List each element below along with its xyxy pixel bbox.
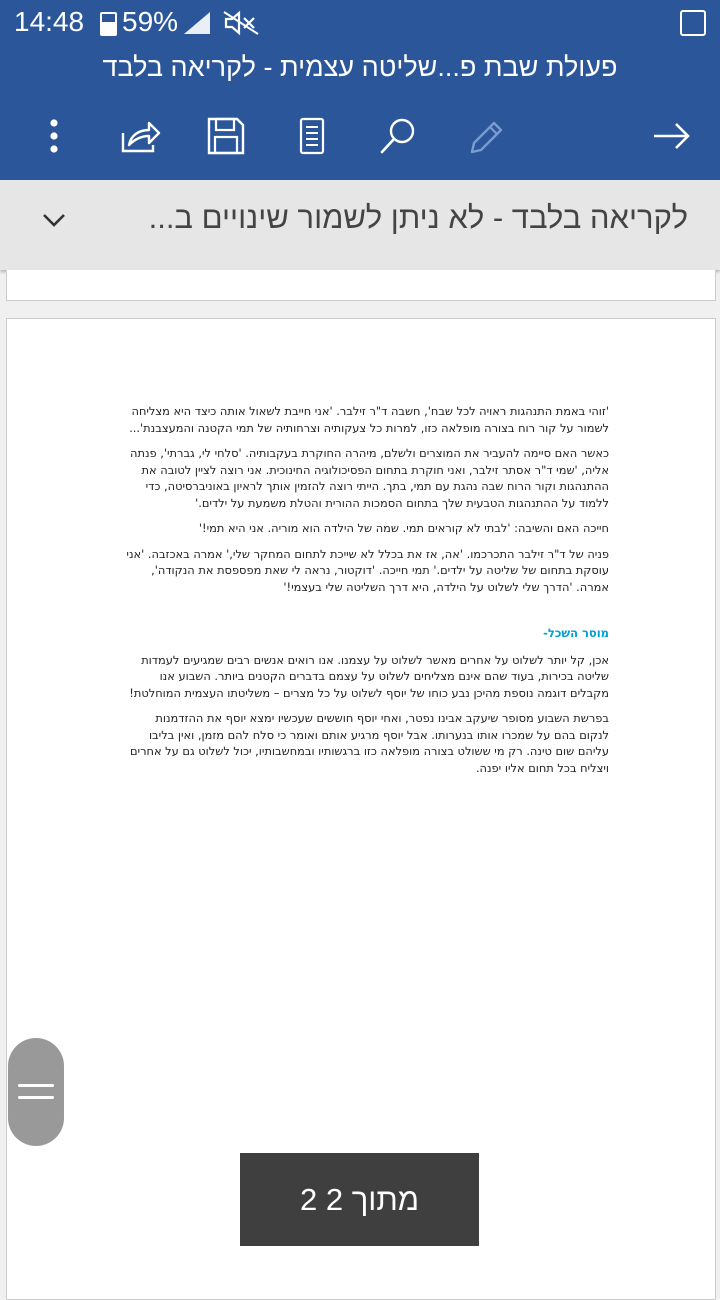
battery-icon (100, 12, 117, 36)
read-only-message: לקריאה בלבד - לא ניתן לשמור שינויים ב... (148, 200, 688, 235)
page-indicator-label: מתוך 2 2 (299, 1181, 420, 1217)
more-options-icon (49, 119, 59, 153)
more-options-button[interactable] (30, 112, 78, 160)
document-body (125, 403, 609, 785)
mute-icon (222, 10, 260, 36)
grip-line-icon (18, 1096, 54, 1099)
chevron-down-icon[interactable] (40, 210, 68, 228)
forward-button[interactable] (648, 112, 696, 160)
gallery-notification-icon (680, 10, 706, 36)
edit-icon (464, 116, 504, 156)
battery-percent: 59% (122, 6, 179, 37)
search-icon (378, 116, 418, 156)
paragraph-4: פניה של ד"ר זילבר התכרכמו. 'אה, אז את בכלל לא שייכת לתחום המחקר שלי,' אמרה באכזבה. 'אני עוסקת בתחום של שליטה על ילדים.' תמי חייכה. 'דוקטור, נראה לי שאת מפספסת את הנקודה', אמרה. 'הדרך שלי לשלוט על הילדה, היא דרך השליטה שלי בעצמי!' (126, 546, 609, 594)
previous-page-edge (6, 270, 716, 301)
paragraph-2: כאשר האם סיימה להעביר את המוצרים ולשלם, מיהרה החוקרת בעקבותיה. 'סלחי לי, גברתי', פנתה אליה, 'שמי ד"ר אסתר זילבר, ואני חוקרת בתחום הפסיכולוגיה החינוכית. אני רוצה לציין לטובה את ההתנהגות וקור הרוח שבה נהגת עם תמי, בתך. הייתי רוצה להזמין אותך לראיון באוניברסיטה, כדי ללמוד על ההתנהגות הטבעית שלך בתחום הסמכות ההורית והטלת משמעת על ילדים.' (130, 446, 609, 510)
status-time: 14:48 (14, 6, 85, 37)
moral-heading: מוסר השכל- (543, 626, 609, 640)
share-button[interactable] (116, 112, 164, 160)
page-indicator (240, 1153, 479, 1246)
reading-view-icon (299, 117, 325, 155)
status-bar (0, 0, 720, 44)
document-title: פעולת שבת פ...שליטה עצמית - לקריאה בלבד (102, 52, 618, 82)
share-icon (119, 117, 161, 155)
save-icon (207, 117, 245, 155)
paragraph-6: בפרשת השבוע מסופר שיעקב אבינו נפטר, ואחי יוסף חוששים שעכשיו ימצא יוסף את ההזדמנות לנקום בהם על שמכרו אותו בנערותו. אבל יוסף מרגיע אותם ואומר כי סלח להם מזמן, ואין בליבו עליהם שום טינה. רק מי ששולט בצורה מופלאה כזו ברגשותיו ובמחשבותיו, יכול לשלוט גם על אחרים ויצליח בכל תחום אליו יפנה. (129, 711, 609, 775)
signal-icon (184, 12, 210, 34)
read-only-banner[interactable] (0, 180, 720, 270)
paragraph-5: אכן, קל יותר לשלוט על אחרים מאשר לשלוט על עצמנו. אנו רואים אנשים רבים שמגיעים לעמדות שליטה בכירות, בעוד שהם אינם מצליחים לשלוט על עצמם בדברים הקטנים ביותר. השבוע אנו מקבלים דוגמה נוספת מהיכן נבע כוחו של יוסף לשלוט על כל מצרים – משליטתו העצמית המוחלטת! (129, 652, 609, 700)
search-button[interactable] (374, 112, 422, 160)
grip-line-icon (18, 1084, 54, 1087)
forward-arrow-icon (652, 121, 692, 151)
save-button[interactable] (202, 112, 250, 160)
scroll-handle[interactable] (8, 1038, 64, 1146)
reading-view-button[interactable] (288, 112, 336, 160)
paragraph-1: 'זוהי באמת התנהגות ראויה לכל שבח', חשבה ד"ר זילבר. 'אני חייבת לשאול אותה כיצד היא מצליחה לשמור על קור רוח בצורה מופלאה כזו, למרות כל צעקותיה וצרחותיה של תמי הקטנה והמעצבנת'... (129, 404, 609, 435)
paragraph-3: חייכה האם והשיבה: 'לבתי לא קוראים תמי. שמה של הילדה הוא מוריה. אני היא תמי!' (198, 521, 609, 535)
app-bar (0, 0, 720, 180)
edit-button[interactable] (460, 112, 508, 160)
